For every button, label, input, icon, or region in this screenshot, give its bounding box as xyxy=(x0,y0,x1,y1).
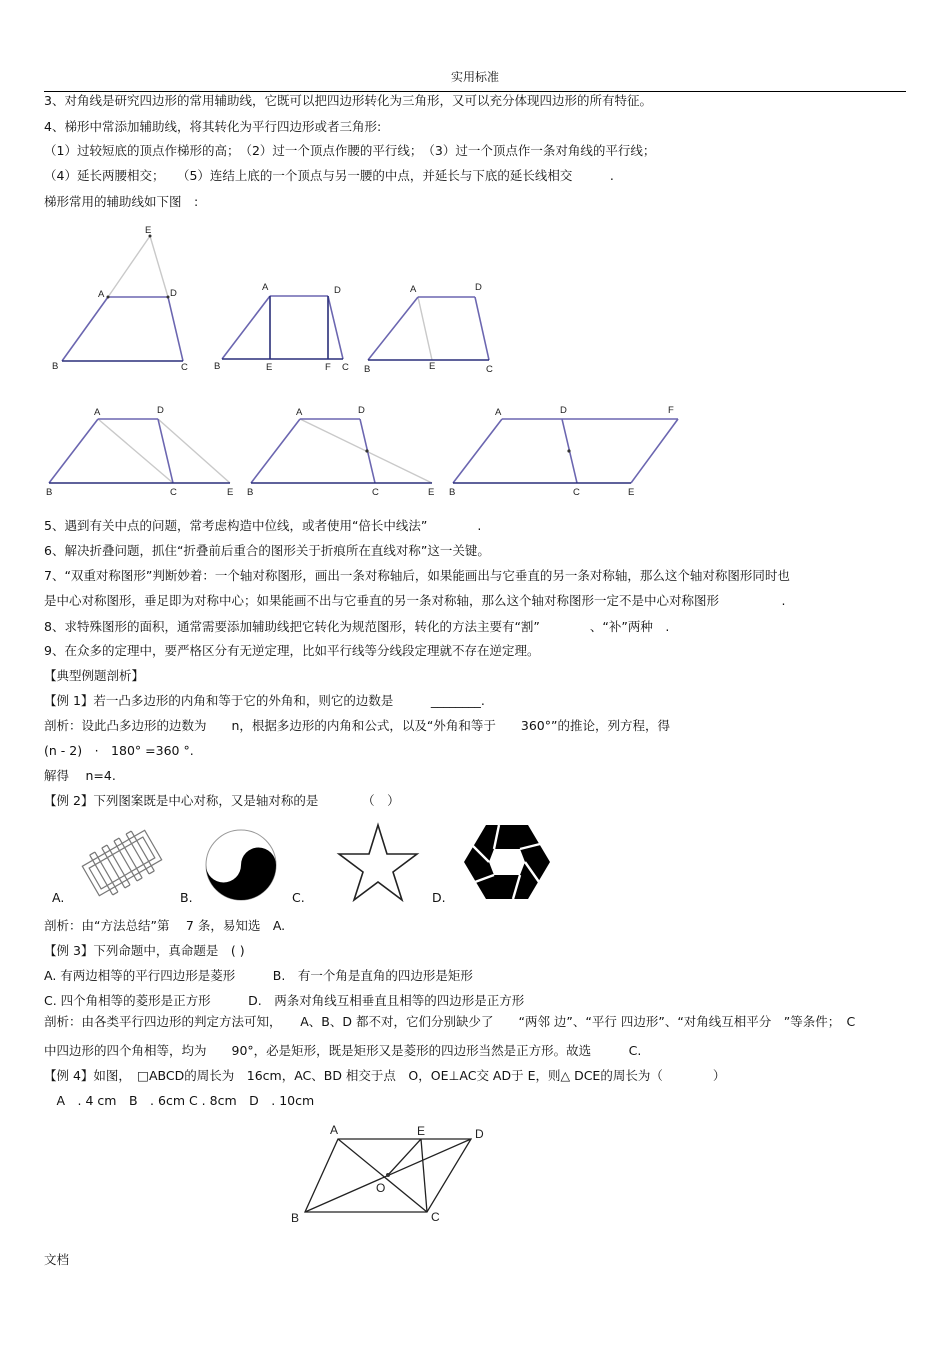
example-1-solution: 解得 n=4. xyxy=(44,768,116,783)
figure-trapezoid-parallel-diagonal xyxy=(40,400,245,500)
text-line-6: 5、遇到有关中点的问题，常考虑构造中位线，或者使用“倍长中线法” . xyxy=(44,518,482,533)
label-C: C xyxy=(431,1210,440,1224)
text-line-10: 8、求特殊图形的面积，通常需要添加辅助线把它转化为规范图形，转化的方法主要有“割” 、“补”两种 . xyxy=(44,619,670,634)
label-B: B xyxy=(291,1211,300,1225)
option-c-star-icon xyxy=(336,822,420,902)
label-B: B xyxy=(52,361,59,372)
example-3-analysis-1: 剖析：由各类平行四边形的判定方法可知， A、B、D 都不对，它们分别缺少了 “两邻 边”、“平行 四边形”、“对角线互相平分 ”等条件； C xyxy=(44,1014,856,1029)
example-3-options-ab: A. 有两边相等的平行四边形是菱形 B. 有一个角是直角的四边形是矩形 xyxy=(44,968,473,983)
option-b-label: B. xyxy=(180,890,193,905)
label-A: A xyxy=(410,284,417,295)
option-d-shutter-icon xyxy=(462,822,552,902)
label-A: A xyxy=(98,289,105,300)
label-E: E xyxy=(628,487,635,498)
text-line-9: 是中心对称图形，垂足即为对称中心；如果能画不出与它垂直的另一条对称轴，那么这个轴对称图形一定不是中心对称图形 . xyxy=(44,593,786,608)
text-line-4: （4）延长两腰相交； （5）连结上底的一个顶点与另一腰的中点，并延长与下底的延长线相交 . xyxy=(44,168,614,183)
label-E: E xyxy=(145,225,152,236)
example-3-question: 【例 3】下列命题中，真命题是 ( ) xyxy=(44,943,245,958)
label-C: C xyxy=(573,487,580,498)
label-D: D xyxy=(560,405,567,416)
label-D: D xyxy=(157,405,164,416)
label-F: F xyxy=(668,405,674,416)
example-3-options-cd: C. 四个角相等的菱形是正方形 D. 两条对角线互相垂直且相等的四边形是正方形 xyxy=(44,993,525,1008)
text-line-8: 7、“双重对称图形”判断妙着：一个轴对称图形，画出一条对称轴后，如果能画出与它垂直的另一条对称轴，那么这个轴对称图形同时也 xyxy=(44,568,790,583)
figure-trapezoid-parallel-leg xyxy=(358,280,508,380)
figure-trapezoid-heights xyxy=(210,278,360,378)
example-2-analysis: 剖析：由“方法总结”第 7 条，易知选 A. xyxy=(44,918,286,933)
example-3-analysis-2: 中四边形的四个角相等，均为 90°，必是矩形，既是矩形又是菱形的四边形当然是正方形。故选 C. xyxy=(44,1043,642,1058)
text-line-3: （1）过较短底的顶点作梯形的高； （2）过一个顶点作腰的平行线； （3）过一个顶点作一条对角线的平行线； xyxy=(44,143,656,158)
figure-trapezoid-extend-legs xyxy=(44,222,204,377)
text-line-7: 6、解决折叠问题，抓住“折叠前后重合的图形关于折痕所在直线对称”这一关键。 xyxy=(44,543,490,558)
label-F: F xyxy=(325,362,331,373)
label-D: D xyxy=(475,282,482,293)
label-C: C xyxy=(486,364,493,375)
example-4-options: A . 4 cm B . 6cm C . 8cm D . 10cm xyxy=(44,1093,315,1108)
label-O: O xyxy=(376,1181,386,1195)
figure-trapezoid-midpoint xyxy=(242,400,442,500)
label-B: B xyxy=(247,487,254,498)
label-E: E xyxy=(429,361,436,372)
label-C: C xyxy=(170,487,177,498)
label-D: D xyxy=(170,288,177,299)
option-d-label: D. xyxy=(432,890,446,905)
text-line-2: 4、梯形中常添加辅助线，将其转化为平行四边形或者三角形: xyxy=(44,119,382,134)
label-D: D xyxy=(358,405,365,416)
label-C: C xyxy=(181,362,188,373)
option-a-label: A. xyxy=(52,890,65,905)
text-line-11: 9、在众多的定理中，要严格区分有无逆定理，比如平行线等分线段定理就不存在逆定理。 xyxy=(44,643,540,658)
option-c-label: C. xyxy=(292,890,305,905)
label-E: E xyxy=(227,487,234,498)
label-E: E xyxy=(428,487,435,498)
page-footer: 文档 xyxy=(44,1252,70,1267)
label-C: C xyxy=(342,362,349,373)
label-A: A xyxy=(495,407,502,418)
example-1-question: 【例 1】若一凸多边形的内角和等于它的外角和，则它的边数是 ________. xyxy=(44,693,485,708)
label-E: E xyxy=(417,1124,426,1138)
label-D: D xyxy=(475,1127,484,1141)
label-B: B xyxy=(449,487,456,498)
section-heading: 【典型例题剖析】 xyxy=(44,668,145,683)
label-D: D xyxy=(334,285,341,296)
text-line-1: 3、对角线是研究四边形的常用辅助线，它既可以把四边形转化为三角形，又可以充分体现四边形的所有特征。 xyxy=(44,93,652,108)
label-A: A xyxy=(262,282,269,293)
label-A: A xyxy=(94,407,101,418)
label-B: B xyxy=(364,364,371,375)
label-A: A xyxy=(330,1123,339,1137)
label-A: A xyxy=(296,407,303,418)
example-1-equation: (n - 2) · 180° =360 °. xyxy=(44,743,194,758)
label-B: B xyxy=(214,361,221,372)
header-rule xyxy=(44,91,906,92)
page-header: 实用标准 xyxy=(450,70,499,84)
figure-parallelogram-abcd xyxy=(285,1120,495,1230)
text-line-5: 梯形常用的辅助线如下图 : xyxy=(44,194,199,209)
label-C: C xyxy=(372,487,379,498)
example-4-question: 【例 4】如图， □ABCD的周长为 16cm，AC、BD 相交于点 O，OE⊥AC交 AD于 E，则△ DCE的周长为（ ） xyxy=(44,1068,726,1083)
example-2-question: 【例 2】下列图案既是中心对称，又是轴对称的是 （ ） xyxy=(44,793,400,808)
label-B: B xyxy=(46,487,53,498)
figure-trapezoid-parallelogram xyxy=(444,400,694,500)
label-E: E xyxy=(266,362,273,373)
option-a-knot-pattern xyxy=(72,828,172,898)
option-b-yin-yang-icon xyxy=(204,828,278,902)
example-1-analysis: 剖析：设此凸多边形的边数为 n，根据多边形的内角和公式，以及“外角和等于 360°”的推论，列方程，得 xyxy=(44,718,670,733)
